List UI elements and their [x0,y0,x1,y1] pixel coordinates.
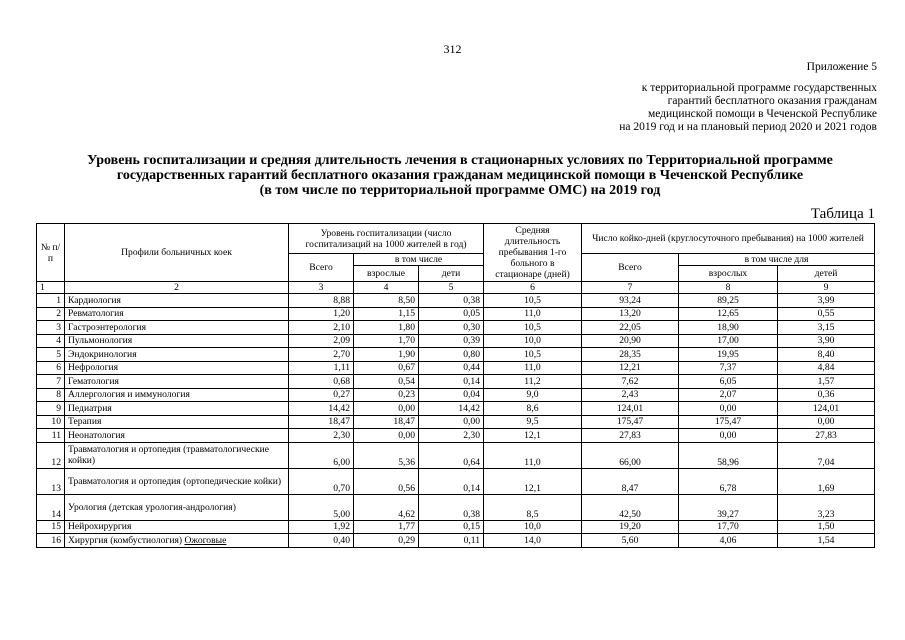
avg-stay: 10,5 [484,321,582,335]
table-row [37,321,875,335]
avg-stay: 12,1 [484,429,582,443]
hosp-children: 0,14 [419,375,484,389]
hosp-total: 18,47 [289,415,354,429]
hosp-children: 0,14 [419,468,484,494]
page-number: 312 [443,42,462,56]
beddays-children: 0,00 [778,415,875,429]
beddays-total: 124,01 [582,402,679,416]
beddays-total: 13,20 [582,307,679,321]
col-number: 4 [354,282,419,294]
table-row [37,388,875,402]
hosp-children: 0,04 [419,388,484,402]
header-total: Всего [582,254,679,282]
beddays-adults: 175,47 [679,415,778,429]
title-line: Уровень госпитализации и средняя длительность лечения в стационарных условиях по Территориальной программе [87,153,833,168]
hosp-children: 2,30 [419,429,484,443]
annex-line: к территориальной программе государственных [641,82,877,94]
beddays-children: 124,01 [778,402,875,416]
row-profile-underlined: Ожоговые [184,534,227,546]
beddays-total: 8,47 [582,468,679,494]
row-profile: Гастроэнтерология [65,321,289,335]
annex-line: гарантий бесплатного оказания гражданам [667,95,877,107]
col-number: 8 [679,282,778,294]
beddays-total: 93,24 [582,294,679,308]
row-number: 2 [37,307,65,321]
row-number: 15 [37,520,65,534]
row-number: 3 [37,321,65,335]
avg-stay: 11,0 [484,307,582,321]
hosp-total: 0,27 [289,388,354,402]
header-children: детей [778,266,875,282]
hosp-total: 1,92 [289,520,354,534]
hosp-adults: 1,77 [354,520,419,534]
beddays-children: 3,90 [778,334,875,348]
header-bed-days: Число койко-дней (круглосуточного пребывания) на 1000 жителей [582,224,875,254]
hosp-adults: 4,62 [354,494,419,520]
hosp-total: 14,42 [289,402,354,416]
table-row [37,494,875,520]
col-number: 1 [37,282,65,294]
beddays-total: 27,83 [582,429,679,443]
row-profile: Терапия [65,415,289,429]
beddays-adults: 6,05 [679,375,778,389]
header-num: № п/п [37,224,65,282]
hosp-adults: 0,54 [354,375,419,389]
row-profile: Травматология и ортопедия (ортопедические койки) [65,468,289,494]
beddays-children: 1,54 [778,534,875,548]
avg-stay: 9,5 [484,415,582,429]
hosp-children: 0,11 [419,534,484,548]
table-row [37,520,875,534]
row-profile: Нейрохирургия [65,520,289,534]
row-number: 8 [37,388,65,402]
table-row [37,348,875,362]
avg-stay: 10,5 [484,294,582,308]
avg-stay: 12,1 [484,468,582,494]
header-total: Всего [289,254,354,282]
beddays-children: 0,55 [778,307,875,321]
row-profile: Пульмонология [65,334,289,348]
beddays-total: 19,20 [582,520,679,534]
hosp-children: 0,30 [419,321,484,335]
beddays-children: 7,04 [778,442,875,468]
table-label: Таблица 1 [810,206,875,222]
table-row [37,361,875,375]
row-number: 1 [37,294,65,308]
beddays-children: 3,23 [778,494,875,520]
beddays-adults: 4,06 [679,534,778,548]
header-adults: взрослые [354,266,419,282]
title-line: (в том числе по территориальной программе ОМС) на 2019 год [259,183,661,198]
beddays-total: 66,00 [582,442,679,468]
hosp-total: 0,70 [289,468,354,494]
beddays-total: 20,90 [582,334,679,348]
row-profile: Неонатология [65,429,289,443]
table-row [37,442,875,468]
avg-stay: 8,5 [484,494,582,520]
avg-stay: 11,2 [484,375,582,389]
col-number: 6 [484,282,582,294]
annex-title: Приложение 5 [806,61,877,73]
beddays-adults: 7,37 [679,361,778,375]
beddays-children: 1,50 [778,520,875,534]
header-including: в том числе [354,254,484,266]
row-number: 9 [37,402,65,416]
beddays-children: 0,36 [778,388,875,402]
table-row [37,375,875,389]
hosp-adults: 1,80 [354,321,419,335]
table-row [37,294,875,308]
row-profile: Аллергология и иммунология [65,388,289,402]
row-profile: Ревматология [65,307,289,321]
header-hosp-level: Уровень госпитализации (число госпитализаций на 1000 жителей в год) [289,224,484,254]
beddays-adults: 39,27 [679,494,778,520]
row-number: 4 [37,334,65,348]
hosp-adults: 1,90 [354,348,419,362]
row-number: 10 [37,415,65,429]
hosp-children: 0,64 [419,442,484,468]
row-profile: Гематология [65,375,289,389]
row-profile [65,534,289,548]
hosp-total: 2,10 [289,321,354,335]
hosp-total: 1,11 [289,361,354,375]
table-row [37,402,875,416]
hosp-children: 0,38 [419,294,484,308]
hosp-adults: 8,50 [354,294,419,308]
beddays-children: 1,57 [778,375,875,389]
col-number: 3 [289,282,354,294]
header-children: дети [419,266,484,282]
row-number: 7 [37,375,65,389]
hosp-total: 0,68 [289,375,354,389]
hosp-total: 5,00 [289,494,354,520]
row-profile: Урология (детская урология-андрология) [65,494,289,520]
hosp-adults: 0,67 [354,361,419,375]
beddays-adults: 2,07 [679,388,778,402]
beddays-total: 7,62 [582,375,679,389]
row-profile: Травматология и ортопедия (травматологические койки) [65,442,289,468]
table-row [37,534,875,548]
beddays-adults: 18,90 [679,321,778,335]
beddays-adults: 0,00 [679,402,778,416]
title-line: государственных гарантий бесплатного оказания гражданам медицинской помощи в Чеченской Республике [116,168,804,183]
col-number: 2 [65,282,289,294]
beddays-adults: 89,25 [679,294,778,308]
hosp-children: 0,00 [419,415,484,429]
beddays-adults: 12,65 [679,307,778,321]
avg-stay: 14,0 [484,534,582,548]
beddays-total: 2,43 [582,388,679,402]
hosp-adults: 0,29 [354,534,419,548]
header-adults: взрослых [679,266,778,282]
row-number: 5 [37,348,65,362]
beddays-children: 1,69 [778,468,875,494]
beddays-children: 27,83 [778,429,875,443]
row-number: 14 [37,494,65,520]
row-profile-text: Хирургия (комбустиология) [68,534,185,546]
row-number: 6 [37,361,65,375]
hosp-total: 8,88 [289,294,354,308]
hosp-adults: 18,47 [354,415,419,429]
hospitalization-table [36,223,875,548]
beddays-adults: 17,70 [679,520,778,534]
hosp-adults: 0,23 [354,388,419,402]
header-including-for: в том числе для [679,254,875,266]
hosp-total: 6,00 [289,442,354,468]
beddays-adults: 0,00 [679,429,778,443]
avg-stay: 10,0 [484,334,582,348]
hosp-total: 2,30 [289,429,354,443]
beddays-children: 4,84 [778,361,875,375]
annex-subtitle [547,82,877,134]
col-number: 5 [419,282,484,294]
header-profile: Профили больничных коек [65,224,289,282]
col-number: 9 [778,282,875,294]
hosp-adults: 1,15 [354,307,419,321]
hosp-adults: 1,70 [354,334,419,348]
table-row [37,415,875,429]
annex-line: на 2019 год и на плановый период 2020 и 2021 годов [619,121,877,133]
row-number: 13 [37,468,65,494]
hosp-adults: 0,00 [354,402,419,416]
hosp-adults: 5,36 [354,442,419,468]
beddays-children: 8,40 [778,348,875,362]
beddays-total: 175,47 [582,415,679,429]
beddays-children: 3,15 [778,321,875,335]
hosp-total: 2,09 [289,334,354,348]
hosp-children: 0,80 [419,348,484,362]
hosp-adults: 0,00 [354,429,419,443]
row-number: 12 [37,442,65,468]
beddays-adults: 58,96 [679,442,778,468]
beddays-total: 5,60 [582,534,679,548]
row-number: 16 [37,534,65,548]
hosp-adults: 0,56 [354,468,419,494]
avg-stay: 9,0 [484,388,582,402]
beddays-total: 42,50 [582,494,679,520]
beddays-children: 3,99 [778,294,875,308]
hosp-children: 0,39 [419,334,484,348]
table-row [37,307,875,321]
beddays-adults: 6,78 [679,468,778,494]
beddays-adults: 17,00 [679,334,778,348]
avg-stay: 10,0 [484,520,582,534]
hosp-children: 0,38 [419,494,484,520]
table-row [37,429,875,443]
col-number: 7 [582,282,679,294]
row-number: 11 [37,429,65,443]
table-row [37,334,875,348]
row-profile: Педиатрия [65,402,289,416]
avg-stay: 10,5 [484,348,582,362]
hosp-total: 0,40 [289,534,354,548]
row-profile: Эндокринология [65,348,289,362]
header-avg-stay: Средняя длительность пребывания 1-го больного в стационаре (дней) [484,224,582,282]
hosp-total: 2,70 [289,348,354,362]
hosp-children: 0,05 [419,307,484,321]
table-row [37,468,875,494]
row-profile: Нефрология [65,361,289,375]
beddays-total: 12,21 [582,361,679,375]
hosp-children: 14,42 [419,402,484,416]
hosp-children: 0,44 [419,361,484,375]
document-title [40,153,880,198]
hosp-total: 1,20 [289,307,354,321]
hosp-children: 0,15 [419,520,484,534]
row-profile: Кардиология [65,294,289,308]
annex-line: медицинской помощи в Чеченской Республике [647,108,877,120]
avg-stay: 11,0 [484,442,582,468]
beddays-total: 22,05 [582,321,679,335]
avg-stay: 8,6 [484,402,582,416]
avg-stay: 11,0 [484,361,582,375]
beddays-total: 28,35 [582,348,679,362]
beddays-adults: 19,95 [679,348,778,362]
